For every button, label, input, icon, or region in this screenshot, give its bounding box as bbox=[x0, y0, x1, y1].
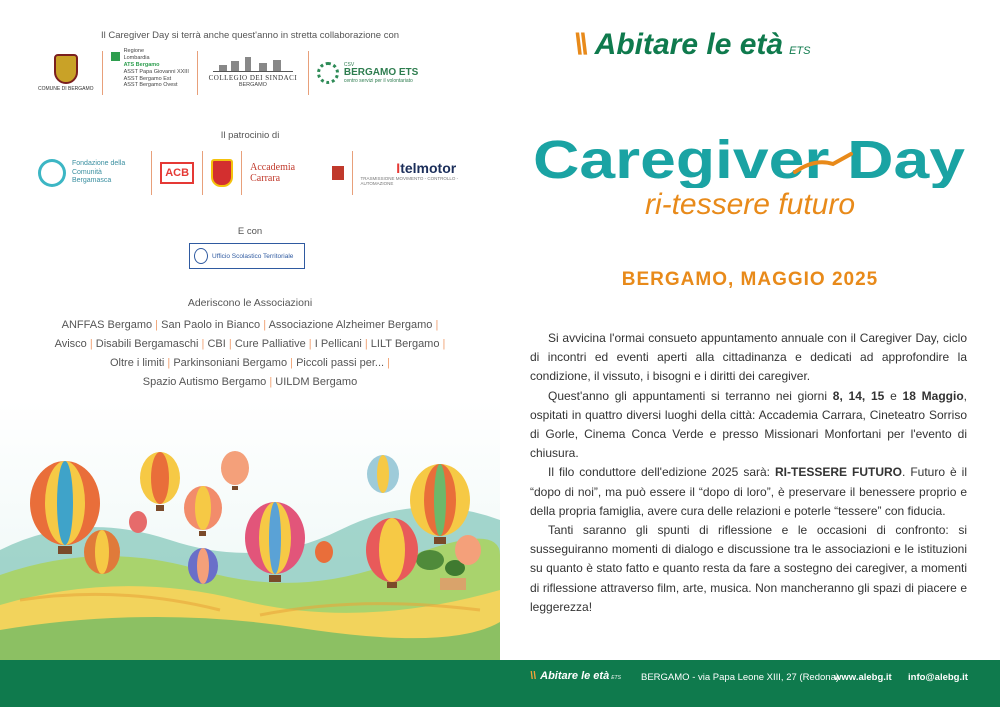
description-paragraph: Tanti saranno gli spunti di riflessione e le occasioni di confronto: si susseguiranno momenti di dialogo e discussione tra le associazioni e le istituzioni su quanto è stato fatto e quanto resta da fare a sostegno dei caregiver, a momenti di riflessione attraverso film, arte, musica. Non mancheranno gli spazi di piacere e leggerezza! bbox=[530, 523, 967, 614]
association-name: Disabili Bergamaschi bbox=[95, 338, 199, 350]
caregiver-day-title bbox=[533, 128, 965, 188]
balloons-landscape-illustration bbox=[0, 400, 500, 660]
pipe-separator: | bbox=[361, 338, 371, 350]
caregiver-day-title-text: Caregiver Day bbox=[533, 130, 965, 188]
association-name: Parkinsoniani Bergamo bbox=[173, 357, 288, 369]
associations-title: Aderiscono le Associazioni bbox=[187, 297, 313, 309]
pipe-separator: | bbox=[86, 338, 96, 350]
carrara-mark-icon bbox=[332, 166, 344, 180]
association-name: I Pellicani bbox=[314, 338, 362, 350]
patrocinio-title: Il patrocinio di bbox=[220, 130, 280, 141]
description-paragraph: Quest'anno gli appuntamenti si terranno nei giorni 8, 14, 15 e 18 Maggio, ospitati in quattro diversi luoghi della città: Accademia Carrara, Cineteatro Sorriso di Gorle, Cinema Conca Verde e presso Missionari Monfortani per l'evento di chiusura. bbox=[530, 388, 967, 461]
pipe-separator: | bbox=[152, 319, 162, 331]
pipe-separator: | bbox=[164, 357, 174, 369]
fondazione-comunita-logo: Fondazione della Comunità Bergamasca bbox=[30, 148, 151, 198]
csv-bergamo-logo: CSV BERGAMO ETS centro servizi per il volontariato bbox=[309, 48, 426, 98]
description-paragraph: Il filo conduttore dell'edizione 2025 sarà: RI-TESSERE FUTURO. Futuro è il “dopo di noi”, ma può essere il “dopo di loro”, è preservare il benessere proprio e della propria famiglia, avere cura delle relazioni e poterle “tessere” con fiducia. bbox=[530, 465, 967, 518]
association-name: LILT Bergamo bbox=[370, 338, 440, 350]
telmotor-logo: Itelmotor TRASMISSIONE MOVIMENTO - CONTROLLO - AUTOMAZIONE bbox=[360, 160, 459, 186]
association-name: Cure Palliative bbox=[234, 338, 306, 350]
pipe-separator: | bbox=[305, 338, 315, 350]
pipe-separator: | bbox=[287, 357, 297, 369]
caregiver-day-subtitle: ri-tessere futuro bbox=[644, 188, 856, 221]
pipe-separator: | bbox=[439, 338, 446, 350]
pipe-separator: | bbox=[260, 319, 269, 331]
associations-line bbox=[0, 376, 500, 388]
partners-panel bbox=[0, 0, 500, 660]
pipe-separator: | bbox=[225, 338, 235, 350]
ust-logo-row bbox=[189, 243, 305, 269]
association-name: Piccoli passi per... bbox=[296, 357, 385, 369]
footer-bar bbox=[0, 660, 1000, 707]
footer-email-link[interactable]: info@alebg.it bbox=[908, 672, 968, 683]
pipe-separator: | bbox=[432, 319, 439, 331]
provincia-bergamo-logo bbox=[203, 148, 241, 198]
pipe-separator: | bbox=[198, 338, 208, 350]
acb-logo: ACB bbox=[152, 148, 202, 198]
association-name: CBI bbox=[207, 338, 226, 350]
associations-line bbox=[0, 319, 500, 331]
association-name: Spazio Autismo Bergamo bbox=[142, 376, 267, 388]
abitare-le-eta-logo: \\ Abitare le età ETS bbox=[574, 28, 811, 61]
ats-bergamo-logo: Regione Lombardia ATS Bergamo ASST Papa Giovanni XXIII ASST Bergamo Est ASST Bergamo Ovest bbox=[103, 48, 197, 98]
provincia-crest-icon bbox=[211, 159, 233, 187]
event-dateline: BERGAMO, MAGGIO 2025 bbox=[621, 269, 879, 290]
associations-line bbox=[0, 357, 500, 369]
association-name: ANFFAS Bergamo bbox=[61, 319, 153, 331]
republic-emblem-icon bbox=[194, 248, 208, 264]
event-description bbox=[530, 329, 967, 617]
association-name: Associazione Alzheimer Bergamo bbox=[268, 319, 433, 331]
comune-crest-icon bbox=[54, 54, 78, 84]
footer-brand: \\ Abitare le età ETS bbox=[530, 670, 621, 682]
association-name: Avisco bbox=[54, 338, 87, 350]
collaboration-logos bbox=[30, 48, 426, 98]
csv-flower-icon bbox=[317, 62, 339, 84]
accademia-carrara-logo: Accademia Carrara bbox=[242, 148, 351, 198]
footer-website-link[interactable]: www.alebg.it bbox=[834, 672, 892, 683]
pipe-separator: | bbox=[266, 376, 276, 388]
econ-title: E con bbox=[237, 226, 263, 237]
ufficio-scolastico-logo: Ufficio Scolastico Territoriale bbox=[189, 243, 305, 269]
comune-bergamo-logo: COMUNE DI BERGAMO bbox=[30, 48, 102, 98]
footer-address: BERGAMO - via Papa Leone XIII, 27 (Redona) bbox=[641, 672, 840, 683]
association-name: San Paolo in Bianco bbox=[161, 319, 261, 331]
pipe-separator: | bbox=[384, 357, 391, 369]
collaboration-intro: Il Caregiver Day si terrà anche quest'anno in stretta collaborazione con bbox=[100, 30, 400, 41]
association-name: UILDM Bergamo bbox=[275, 376, 358, 388]
skyline-icon bbox=[213, 58, 293, 72]
lombardia-rose-icon bbox=[111, 52, 120, 61]
associations-line bbox=[0, 338, 500, 350]
patrocinio-logos bbox=[30, 148, 500, 198]
description-paragraph: Si avvicina l'ormai consueto appuntamento annuale con il Caregiver Day, ciclo di incontri ed eventi aperti alla cittadinanza e dedicati ad approfondire la condizione, il vissuto, i bisogni e i diritti dei caregiver. bbox=[530, 331, 967, 384]
collegio-sindaci-logo: COLLEGIO DEI SINDACI BERGAMO bbox=[198, 48, 308, 98]
association-name: Oltre i limiti bbox=[109, 357, 165, 369]
fondazione-ring-icon bbox=[38, 159, 66, 187]
